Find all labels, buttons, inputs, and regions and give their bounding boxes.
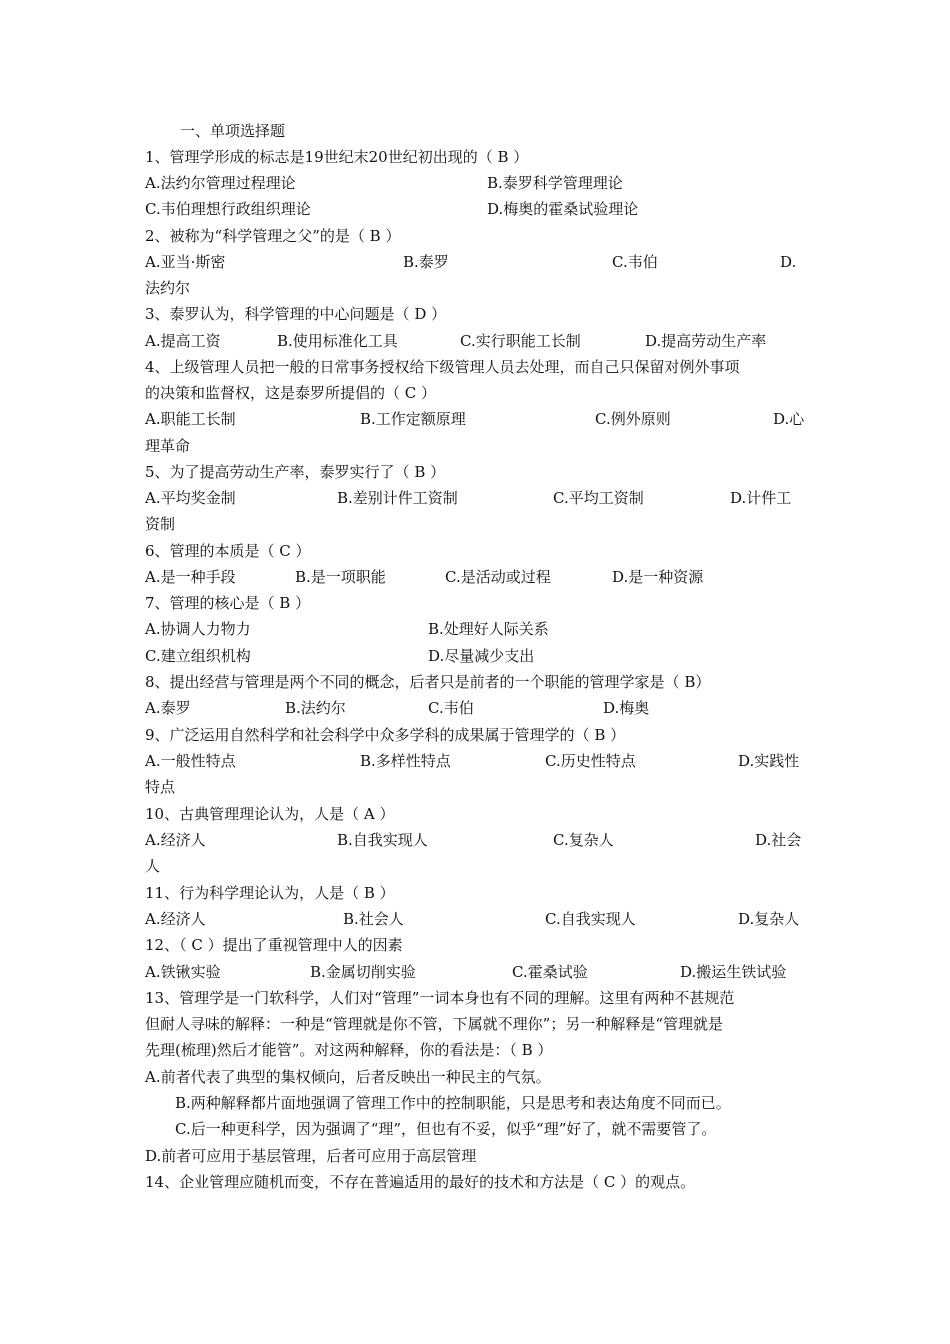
section-title: 一、单项选择题 xyxy=(180,122,286,140)
options-row xyxy=(145,959,813,985)
question-1: 1、管理学形成的标志是19世纪末20世纪初出现的（ B ） xyxy=(145,148,529,166)
option-continuation: 特点 xyxy=(145,778,176,796)
question-6: 6、管理的本质是（ C ） xyxy=(145,542,311,560)
option-a: A.前者代表了典型的集权倾向，后者反映出一种民主的气氛。 xyxy=(145,1068,551,1086)
question-3: 3、泰罗认为，科学管理的中心问题是（ D ） xyxy=(145,305,447,323)
option-b: B.两种解释都片面地强调了管理工作中的控制职能，只是思考和表达角度不同而已。 xyxy=(175,1094,731,1112)
option-b: B.处理好人际关系 xyxy=(428,620,549,638)
option-a: A.职能工长制 xyxy=(145,410,236,428)
option-d: D.是一种资源 xyxy=(612,568,704,586)
option-b: B.自我实现人 xyxy=(337,831,428,849)
option-d: D.心 xyxy=(773,410,805,428)
option-a: A.铁锹实验 xyxy=(145,963,221,981)
option-c: C.建立组织机构 xyxy=(145,647,251,665)
option-b: B.法约尔 xyxy=(285,699,346,717)
option-continuation: 理革命 xyxy=(145,437,191,455)
option-c: C.复杂人 xyxy=(553,831,614,849)
option-continuation: 人 xyxy=(145,857,161,875)
option-c: C.霍桑试验 xyxy=(512,963,588,981)
question-13-cont: 先理(梳理)然后才能管”。对这两种解释，你的看法是：（ B ） xyxy=(145,1041,553,1059)
option-a: A.是一种手段 xyxy=(145,568,236,586)
option-c: C.平均工资制 xyxy=(553,489,644,507)
option-c: C.韦伯理想行政组织理论 xyxy=(145,200,311,218)
options-row xyxy=(145,249,813,275)
option-b: B.社会人 xyxy=(343,910,404,928)
question-4: 4、上级管理人员把一般的日常事务授权给下级管理人员去处理，而自己只保留对例外事项 xyxy=(145,358,740,376)
question-13: 13、管理学是一门软科学，人们对“管理”一词本身也有不同的理解。这里有两种不甚规范 xyxy=(145,989,735,1007)
option-c: C.韦伯 xyxy=(428,699,474,717)
option-a: A.一般性特点 xyxy=(145,752,236,770)
question-11: 11、行为科学理论认为，人是（ B ） xyxy=(145,884,395,902)
options-row xyxy=(145,564,813,590)
question-4-cont: 的决策和监督权，这是泰罗所提倡的（ C ） xyxy=(145,384,437,402)
options-row xyxy=(145,748,813,774)
option-a: A.经济人 xyxy=(145,910,206,928)
option-continuation: 资制 xyxy=(145,515,176,533)
option-d: D.前者可应用于基层管理，后者可应用于高层管理 xyxy=(145,1147,477,1165)
option-a: A.平均奖金制 xyxy=(145,489,236,507)
question-13-cont: 但耐人寻味的解释：一种是“管理就是你不管，下属就不理你”；另一种解释是“管理就是 xyxy=(145,1015,724,1033)
option-c: C.自我实现人 xyxy=(545,910,636,928)
options-row xyxy=(145,406,813,432)
option-d: D.搬运生铁试验 xyxy=(680,963,787,981)
option-b: B.使用标准化工具 xyxy=(277,332,398,350)
option-d: D.实践性 xyxy=(738,752,800,770)
option-c: C.后一种更科学，因为强调了“理”，但也有不妥，似乎“理”好了，就不需要管了。 xyxy=(175,1120,717,1138)
option-c: C.例外原则 xyxy=(595,410,671,428)
option-b: B.是一项职能 xyxy=(295,568,386,586)
options-row xyxy=(145,643,813,669)
option-a: A.亚当·斯密 xyxy=(145,253,226,271)
option-b: B.泰罗 xyxy=(403,253,449,271)
options-row xyxy=(145,616,813,642)
option-b: B.差别计件工资制 xyxy=(337,489,458,507)
option-d: D. xyxy=(780,253,797,271)
option-c: C.历史性特点 xyxy=(545,752,636,770)
option-d: D.社会 xyxy=(755,831,802,849)
option-d: D.提高劳动生产率 xyxy=(645,332,767,350)
options-row xyxy=(145,485,813,511)
options-row xyxy=(145,906,813,932)
options-row xyxy=(145,328,813,354)
option-continuation: 法约尔 xyxy=(145,279,191,297)
option-d: D.计件工 xyxy=(730,489,792,507)
question-14: 14、企业管理应随机而变，不存在普遍适用的最好的技术和方法是（ C ）的观点。 xyxy=(145,1173,696,1191)
option-d: D.复杂人 xyxy=(738,910,800,928)
question-9: 9、广泛运用自然科学和社会科学中众多学科的成果属于管理学的（ B ） xyxy=(145,726,626,744)
question-5: 5、为了提高劳动生产率，泰罗实行了（ B ） xyxy=(145,463,446,481)
option-b: B.金属切削实验 xyxy=(310,963,416,981)
option-c: C.是活动或过程 xyxy=(445,568,551,586)
options-row xyxy=(145,170,813,196)
question-8: 8、提出经营与管理是两个不同的概念，后者只是前者的一个职能的管理学家是（ B） xyxy=(145,673,711,691)
options-row xyxy=(145,196,813,222)
option-a: A.经济人 xyxy=(145,831,206,849)
option-b: B.泰罗科学管理理论 xyxy=(487,174,623,192)
option-d: D.梅奥 xyxy=(603,699,650,717)
options-row xyxy=(145,695,813,721)
question-10: 10、古典管理理论认为，人是（ A ） xyxy=(145,805,395,823)
options-row xyxy=(145,827,813,853)
option-a: A.提高工资 xyxy=(145,332,221,350)
option-d: D.梅奥的霍桑试验理论 xyxy=(487,200,639,218)
option-a: A.协调人力物力 xyxy=(145,620,251,638)
question-12: 12、（ C ）提出了重视管理中人的因素 xyxy=(145,936,403,954)
option-a: A.泰罗 xyxy=(145,699,191,717)
option-a: A.法约尔管理过程理论 xyxy=(145,174,296,192)
option-c: C.实行职能工长制 xyxy=(460,332,581,350)
question-2: 2、被称为“科学管理之父”的是（ B ） xyxy=(145,227,401,245)
question-7: 7、管理的核心是（ B ） xyxy=(145,594,311,612)
option-d: D.尽量减少支出 xyxy=(428,647,535,665)
option-b: B.多样性特点 xyxy=(360,752,451,770)
option-b: B.工作定额原理 xyxy=(360,410,466,428)
option-c: C.韦伯 xyxy=(612,253,658,271)
